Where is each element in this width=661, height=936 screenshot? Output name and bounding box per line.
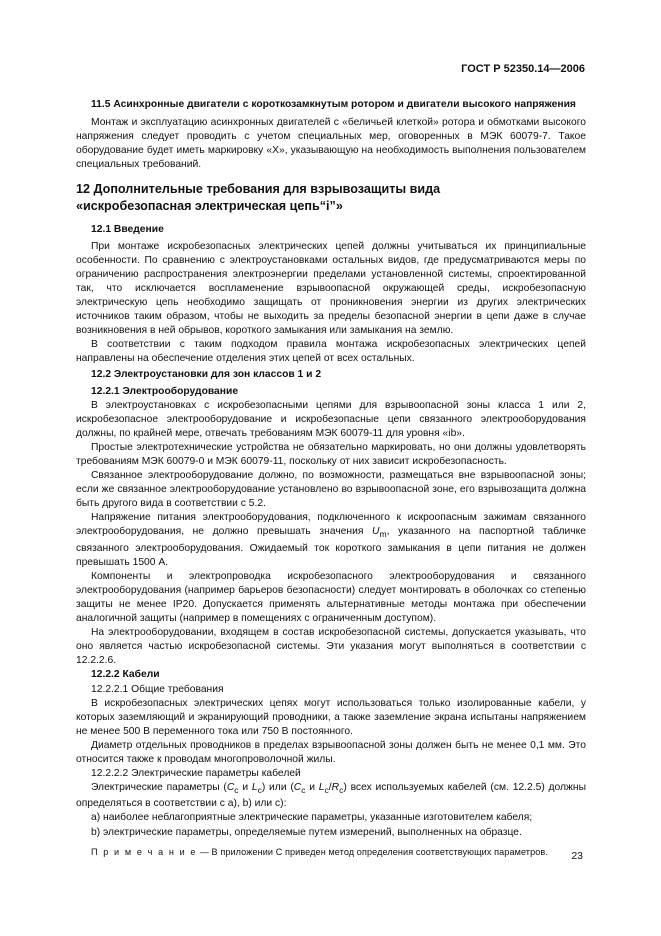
- section-12-1-paragraph-2: В соответствии с таким подходом правила монтажа искробезопасных электрических цепей направлены на обеспечение отделения этих цепей от всех остальных.: [76, 339, 586, 365]
- inductance-symbol: L: [251, 782, 258, 794]
- section-12-1-paragraph-1: При монтаже искробезопасных электрических цепей должны учитываться их принципиальные особенности. По сравнению с электроустановками остальных видов, где предусматриваются меры по ограничению распространения электроэнергии пределами установленной системы, спроектированной так, что исключается воспламенение взрывоопасной окружающей среды, искробезопасную электрическую цепь необходимо защищать от проникновения энергии из других электрических источников таким образом, чтобы не выходить за пределы безопасной энергии в цепи даже в случае возникновения в ней обрывов, короткого замыкания или замыкания на землю.: [76, 240, 586, 337]
- section-12-2-2-heading: 12.2.2 Кабели: [91, 669, 160, 681]
- section-12-2-2-2-paragraph: [76, 781, 586, 811]
- params-text-post: ) всех используемых кабелей (см. 12.2.5) должны определяться в соответствии с a), b) или c):: [76, 782, 587, 810]
- note-text: — В приложении С приведен метод определения соответствующих параметров.: [197, 846, 548, 857]
- section-12-2-1-paragraph-6: На электрооборудовании, входящем в состав искробезопасной системы, допускается указывать, что оно является частью искробезопасной системы. Эти указания могут выполняться в соответствии с 12.2.2.6.: [76, 627, 586, 667]
- section-12-2-1-paragraph-3: Связанное электрооборудование должно, по возможности, размещаться вне взрывоопасной зоны; если же связанное электрооборудование установлено во взрывоопасной зоне, его взрывозащита должна быть другого вида в соответствии с 5.2.: [76, 470, 586, 510]
- params-and: и: [238, 782, 252, 794]
- cable-subscript: c: [234, 785, 239, 796]
- paragraph-4-text-a: Напряжение питания электрооборудования, подключенного к искроопасным зажимам связанного электрооборудования, не должно превышать значения: [76, 512, 586, 538]
- params-text-pre: Электрические параметры (: [91, 782, 227, 794]
- note: [76, 845, 586, 859]
- section-12-1-heading: 12.1 Введение: [91, 224, 164, 236]
- cable-subscript: c: [339, 785, 344, 796]
- voltage-subscript: m: [379, 529, 387, 540]
- section-12-2-2-2-heading: 12.2.2.2 Электрические параметры кабелей: [91, 768, 301, 780]
- section-12-heading-line1: 12 Дополнительные требования для взрывозащиты вида: [76, 182, 441, 197]
- section-12-2-1-paragraph-2: Простые электротехнические устройства не обязательно маркировать, но они должны удовлетворять требованиям МЭК 60079-0 и МЭК 60079-11, поскольку от них зависит искробезопасность.: [76, 441, 586, 467]
- resistance-symbol: R: [331, 782, 340, 794]
- params-slash: /: [328, 782, 332, 794]
- section-12-2-heading: 12.2 Электроустановки для зон классов 1 и 2: [91, 369, 322, 381]
- voltage-symbol: U: [372, 526, 380, 538]
- section-11-5-paragraph: Монтаж и эксплуатацию асинхронных двигателей с «беличьей клеткой» ротора и обмотками высокого напряжения следует проводить с учетом специальных мер, оговоренных в МЭК 60079-7. Такое оборудование будет иметь маркировку «Х», указывающую на необходимость выполнения пользователем специальных требований.: [76, 117, 586, 171]
- params-and: и: [305, 782, 319, 794]
- cable-subscript: c: [324, 785, 329, 796]
- document-body: [76, 98, 586, 859]
- capacitance-symbol: C: [293, 782, 302, 794]
- document-header: ГОСТ Р 52350.14—2006: [461, 63, 585, 75]
- section-11-5-heading: 11.5 Асинхронные двигатели с короткозамкнутым ротором и двигатели высокого напряжения: [91, 99, 576, 110]
- section-12-2-1-paragraph-4: [76, 511, 586, 569]
- note-label: П р и м е ч а н и е: [91, 846, 198, 857]
- list-item-a: a) наиболее неблагоприятные электрические параметры, указанные изготовителем кабеля;: [91, 812, 533, 824]
- inductance-symbol: L: [318, 782, 325, 794]
- section-12-2-2-1-paragraph-2: Диаметр отдельных проводников в пределах взрывоопасной зоны должен быть не менее 0,1 мм. Это относится также к проводам многопроволочной жилы.: [76, 739, 586, 765]
- section-12-2-2-1-heading: 12.2.2.1 Общие требования: [91, 683, 224, 695]
- cable-subscript: c: [301, 785, 306, 796]
- cable-subscript: c: [257, 785, 262, 796]
- page-number: 23: [571, 850, 583, 862]
- capacitance-symbol: C: [226, 782, 235, 794]
- params-or: ) или (: [261, 782, 294, 794]
- section-12-heading-line2: «искробезопасная электрическая цепь“i”»: [76, 199, 343, 214]
- paragraph-4-text-b: , указанного на паспортной табличке связанного электрооборудования. Ожидаемый ток короткого замыкания в цепи питания не должен превышать 1500 А.: [76, 526, 586, 568]
- section-12-2-1-paragraph-1: В электроустановках с искробезопасными цепями для взрывоопасной зоны класса 1 или 2, искробезопасное электрооборудование и искробезопасные цепи связанного электрооборудования должны, по крайней мере, отвечать требованиям МЭК 60079-11 для уровня «ib».: [76, 399, 586, 439]
- section-12-2-1-heading: 12.2.1 Электрооборудование: [91, 385, 239, 397]
- section-12-heading: [76, 181, 586, 215]
- list-item-b: b) электрические параметры, определяемые путем измерений, выполненных на образце.: [91, 826, 522, 838]
- section-12-2-2-1-paragraph-1: В искробезопасных электрических цепях могут использоваться только изолированные кабели, у которых заземляющий и экранирующий проводники, а также заземление экрана испытаны напряжением не менее 500 В переменного тока или 750 В постоянного.: [76, 697, 586, 737]
- section-12-2-1-paragraph-5: Компоненты и электропроводка искробезопасного электрооборудования и связанного электрооборудования (например барьеров безопасности) следует монтировать в оболочках со степенью защиты не менее IP20. Допускается применять альтернативные методы монтажа при обеспечении аналогичной защиты (например в помещениях с ограниченным доступом).: [76, 570, 586, 625]
